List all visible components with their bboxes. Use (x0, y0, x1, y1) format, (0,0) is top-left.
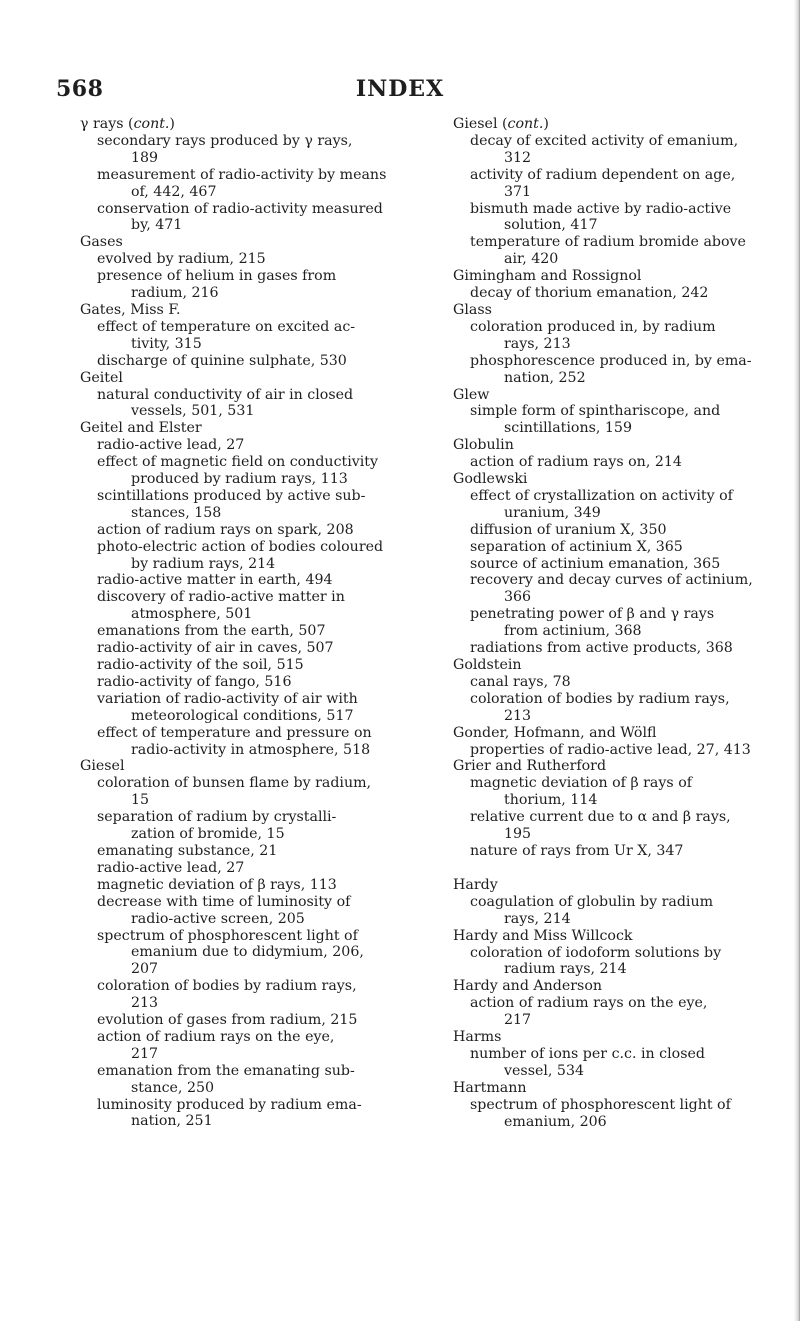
entry-continuation-line: radio-activity in atmosphere, 518 (131, 741, 371, 758)
entry-line: spectrum of phosphorescent light of (97, 927, 358, 944)
entry-line: variation of radio-activity of air with (97, 690, 358, 707)
index-subentry (80, 589, 415, 623)
entry-continuation-line: 195 (504, 826, 532, 843)
entry-line: number of ions per c.c. in closed (470, 1045, 705, 1062)
index-subentry (80, 623, 415, 640)
index-heading (453, 877, 788, 894)
entry-continuation-line: meteorological conditions, 517 (131, 707, 354, 724)
entry-continuation-line: 217 (131, 1045, 159, 1062)
index-heading (453, 387, 788, 404)
entry-continuation-line: solution, 417 (504, 217, 598, 234)
index-subentry (80, 809, 415, 843)
entry-continuation-line: 217 (504, 1012, 532, 1029)
entry-line: effect of magnetic field on conductivity (97, 454, 379, 471)
index-subentry (80, 268, 415, 302)
entry-line: coagulation of globulin by radium (470, 893, 714, 910)
index-subentry (453, 556, 788, 573)
entry-line: measurement of radio-activity by means (97, 166, 387, 183)
entry-line: Glew (453, 386, 490, 403)
index-subentry (80, 1029, 415, 1063)
entry-continuation-line: thorium, 114 (504, 792, 598, 809)
index-subentry (453, 454, 788, 471)
entry-line: decay of thorium emanation, 242 (470, 285, 709, 302)
index-subentry (80, 657, 415, 674)
index-subentry (80, 1063, 415, 1097)
entry-line: magnetic deviation of β rays, 113 (97, 876, 337, 893)
entry-continuation-line: by radium rays, 214 (131, 555, 276, 572)
entry-line: emanations from the earth, 507 (97, 623, 326, 640)
entry-line: natural conductivity of air in closed (97, 386, 354, 403)
entry-continuation-line: 207 (131, 961, 159, 978)
entry-continuation-line: stances, 158 (131, 504, 222, 521)
index-heading (453, 302, 788, 319)
index-subentry (80, 725, 415, 759)
index-heading (453, 268, 788, 285)
entry-line: simple form of spinthariscope, and (470, 403, 721, 420)
index-subentry (453, 133, 788, 167)
index-subentry (453, 809, 788, 843)
entry-line: Hardy and Miss Willcock (453, 927, 633, 944)
index-subentry (453, 285, 788, 302)
entry-line: separation of actinium X, 365 (470, 538, 683, 555)
index-subentry (453, 201, 788, 235)
entry-continuation-line: rays, 213 (504, 335, 571, 352)
index-subentry (80, 978, 415, 1012)
entry-continuation-line: nation, 251 (131, 1113, 213, 1130)
entry-line: source of actinium emanation, 365 (470, 555, 721, 572)
entry-continuation-line: stance, 250 (131, 1079, 215, 1096)
entry-line: Giesel (80, 758, 125, 775)
index-subentry (453, 403, 788, 437)
entry-line: conservation of radio-activity measured (97, 200, 383, 217)
entry-line: recovery and decay curves of actinium, (470, 572, 753, 589)
index-subentry (80, 1012, 415, 1029)
entry-line: emanation from the emanating sub- (97, 1062, 355, 1079)
index-heading (453, 1080, 788, 1097)
page-header (0, 76, 800, 106)
index-subentry (80, 1097, 415, 1131)
index-subentry (453, 945, 788, 979)
index-subentry (80, 353, 415, 370)
entry-line: Gimingham and Rossignol (453, 268, 642, 285)
entry-continuation-line: tivity, 315 (131, 335, 202, 352)
index-subentry (80, 877, 415, 894)
entry-line: magnetic deviation of β rays of (470, 775, 692, 792)
entry-continuation-line: from actinium, 368 (504, 623, 642, 640)
index-subentry (80, 133, 415, 167)
entry-line: activity of radium dependent on age, (470, 166, 736, 183)
index-subentry (453, 894, 788, 928)
entry-continuation-line: 189 (131, 149, 159, 166)
index-subentry (453, 674, 788, 691)
index-subentry (453, 1097, 788, 1131)
entry-line: nature of rays from Ur X, 347 (470, 842, 684, 859)
page-number: 568 (56, 76, 104, 102)
entry-continuation-line: rays, 214 (504, 910, 571, 927)
index-subentry (80, 539, 415, 573)
index-subentry (453, 640, 788, 657)
entry-line: Goldstein (453, 657, 522, 673)
entry-line: Giesel (cont.) (453, 116, 549, 132)
entry-line: discovery of radio-active matter in (97, 589, 345, 606)
entry-continuation-line: zation of bromide, 15 (131, 826, 285, 843)
entry-line: relative current due to α and β rays, (470, 809, 731, 826)
entry-continuation-line: uranium, 349 (504, 504, 601, 521)
index-heading (453, 657, 788, 674)
index-subentry (453, 167, 788, 201)
entry-line: decay of excited activity of emanium, (470, 132, 739, 149)
entry-line: γ rays (cont.) (80, 116, 175, 132)
index-heading (453, 758, 788, 775)
entry-continuation-line: 371 (504, 183, 532, 200)
entry-line: radio-active lead, 27 (97, 859, 245, 876)
entry-line: radiations from active products, 368 (470, 640, 733, 657)
entry-line: coloration of bunsen flame by radium, (97, 775, 372, 792)
entry-line: penetrating power of β and γ rays (470, 606, 715, 623)
index-subentry (80, 387, 415, 421)
entry-line: action of radium rays on the eye, (97, 1028, 335, 1045)
entry-continuation-line: 213 (504, 707, 532, 724)
entry-line: decrease with time of luminosity of (97, 893, 351, 910)
index-heading (80, 370, 415, 387)
index-subentry (80, 437, 415, 454)
entry-line: evolved by radium, 215 (97, 251, 266, 268)
entry-line: evolution of gases from radium, 215 (97, 1012, 358, 1029)
entry-line: coloration of bodies by radium rays, (470, 690, 730, 707)
entry-continuation-line: 312 (504, 149, 532, 166)
running-head-title: INDEX (355, 76, 445, 102)
index-subentry (453, 606, 788, 640)
entry-line: scintillations produced by active sub- (97, 487, 366, 504)
entry-line: Gates, Miss F. (80, 301, 181, 318)
index-subentry (80, 167, 415, 201)
index-heading (80, 420, 415, 437)
entry-continuation-line: vessel, 534 (504, 1062, 585, 1079)
index-subentry (80, 775, 415, 809)
entry-continuation-line: emanium due to didymium, 206, (131, 944, 364, 961)
entry-line: radio-active matter in earth, 494 (97, 572, 333, 589)
entry-line: Godlewski (453, 471, 528, 488)
entry-line: Hardy (453, 876, 498, 893)
entry-line: Geitel (80, 369, 123, 386)
entry-line: photo-electric action of bodies coloured (97, 538, 384, 555)
entry-line: effect of temperature and pressure on (97, 724, 372, 741)
index-heading (453, 928, 788, 945)
entry-continuation-line: emanium, 206 (504, 1113, 607, 1130)
entry-line: canal rays, 78 (470, 673, 571, 690)
entry-line: temperature of radium bromide above (470, 234, 746, 251)
index-heading (80, 116, 415, 133)
index-subentry (453, 319, 788, 353)
index-subentry (80, 572, 415, 589)
entry-line: secondary rays produced by γ rays, (97, 132, 353, 149)
entry-line: radio-active lead, 27 (97, 437, 245, 454)
entry-line: radio-activity of the soil, 515 (97, 657, 304, 673)
index-subentry (80, 860, 415, 877)
index-subentry (453, 843, 788, 860)
index-subentry (453, 1046, 788, 1080)
entry-continuation-line: 15 (131, 792, 150, 809)
index-subentry (453, 539, 788, 556)
entry-continuation-line: air, 420 (504, 251, 559, 268)
index-subentry (453, 572, 788, 606)
entry-line: Hardy and Anderson (453, 978, 603, 995)
entry-line: coloration of bodies by radium rays, (97, 978, 357, 995)
entry-line: Grier and Rutherford (453, 758, 607, 775)
index-subentry (453, 742, 788, 759)
index-subentry (80, 251, 415, 268)
index-subentry (80, 894, 415, 928)
entry-line: Globulin (453, 437, 514, 454)
entry-continuation-line: 366 (504, 589, 532, 606)
entry-line: phosphorescence produced in, by ema- (470, 352, 752, 369)
index-subentry (80, 201, 415, 235)
index-subentry (80, 522, 415, 539)
index-subentry (80, 843, 415, 860)
index-subentry (453, 775, 788, 809)
entry-continuation-line: produced by radium rays, 113 (131, 471, 348, 488)
index-subentry (80, 454, 415, 488)
entry-line: effect of crystallization on activity of (470, 487, 733, 504)
index-subentry (453, 691, 788, 725)
entry-line: Hartmann (453, 1079, 527, 1096)
entry-continuation-line: by, 471 (131, 217, 183, 234)
entry-continuation-line: vessels, 501, 531 (131, 403, 255, 420)
entry-line: coloration produced in, by radium (470, 318, 716, 335)
entry-continuation-line: radium, 216 (131, 285, 219, 302)
entry-line: spectrum of phosphorescent light of (470, 1096, 731, 1113)
index-subentry (453, 488, 788, 522)
entry-line: Gases (80, 234, 123, 251)
index-heading (453, 116, 788, 133)
index-heading (80, 234, 415, 251)
index-heading (80, 302, 415, 319)
index-heading (453, 1029, 788, 1046)
index-heading (453, 725, 788, 742)
index-heading (453, 978, 788, 995)
entry-line: separation of radium by crystalli- (97, 809, 337, 826)
index-subentry (453, 995, 788, 1029)
entry-line: effect of temperature on excited ac- (97, 318, 356, 335)
entry-line: presence of helium in gases from (97, 268, 337, 285)
entry-line: bismuth made active by radio-active (470, 200, 732, 217)
entry-continuation-line: radium rays, 214 (504, 961, 627, 978)
entry-line: Glass (453, 301, 492, 318)
entry-line: coloration of iodoform solutions by (470, 944, 722, 961)
entry-line: action of radium rays on, 214 (470, 454, 682, 471)
index-column-left (80, 116, 415, 1130)
entry-continuation-line: nation, 252 (504, 369, 586, 386)
entry-continuation-line: atmosphere, 501 (131, 606, 253, 623)
entry-line: Harms (453, 1029, 502, 1046)
index-subentry (80, 319, 415, 353)
entry-line: emanating substance, 21 (97, 842, 278, 859)
entry-line: Gonder, Hofmann, and Wölfl (453, 724, 657, 741)
page-edge-shadow (794, 0, 800, 1321)
entry-line: diffusion of uranium X, 350 (470, 521, 667, 538)
index-subentry (80, 691, 415, 725)
index-heading (453, 437, 788, 454)
index-subentry (453, 234, 788, 268)
index-column-right (453, 116, 788, 1130)
entry-continuation-line: scintillations, 159 (504, 420, 632, 437)
entry-line: radio-activity of fango, 516 (97, 673, 292, 690)
entry-continuation-line: radio-active screen, 205 (131, 910, 305, 927)
entry-continuation-line: of, 442, 467 (131, 183, 217, 200)
entry-line: radio-activity of air in caves, 507 (97, 640, 334, 657)
entry-line: action of radium rays on spark, 208 (97, 521, 354, 538)
entry-continuation-line: 213 (131, 995, 159, 1012)
entry-line: luminosity produced by radium ema- (97, 1096, 362, 1113)
entry-line: discharge of quinine sulphate, 530 (97, 352, 347, 369)
index-subentry (80, 674, 415, 691)
index-subentry (453, 522, 788, 539)
entry-line: properties of radio-active lead, 27, 413 (470, 741, 751, 758)
entry-line: Geitel and Elster (80, 420, 202, 437)
index-subentry (80, 928, 415, 979)
index-subentry (80, 488, 415, 522)
entry-line: action of radium rays on the eye, (470, 995, 708, 1012)
index-subentry (80, 640, 415, 657)
index-heading (80, 758, 415, 775)
index-heading (453, 471, 788, 488)
index-subentry (453, 353, 788, 387)
